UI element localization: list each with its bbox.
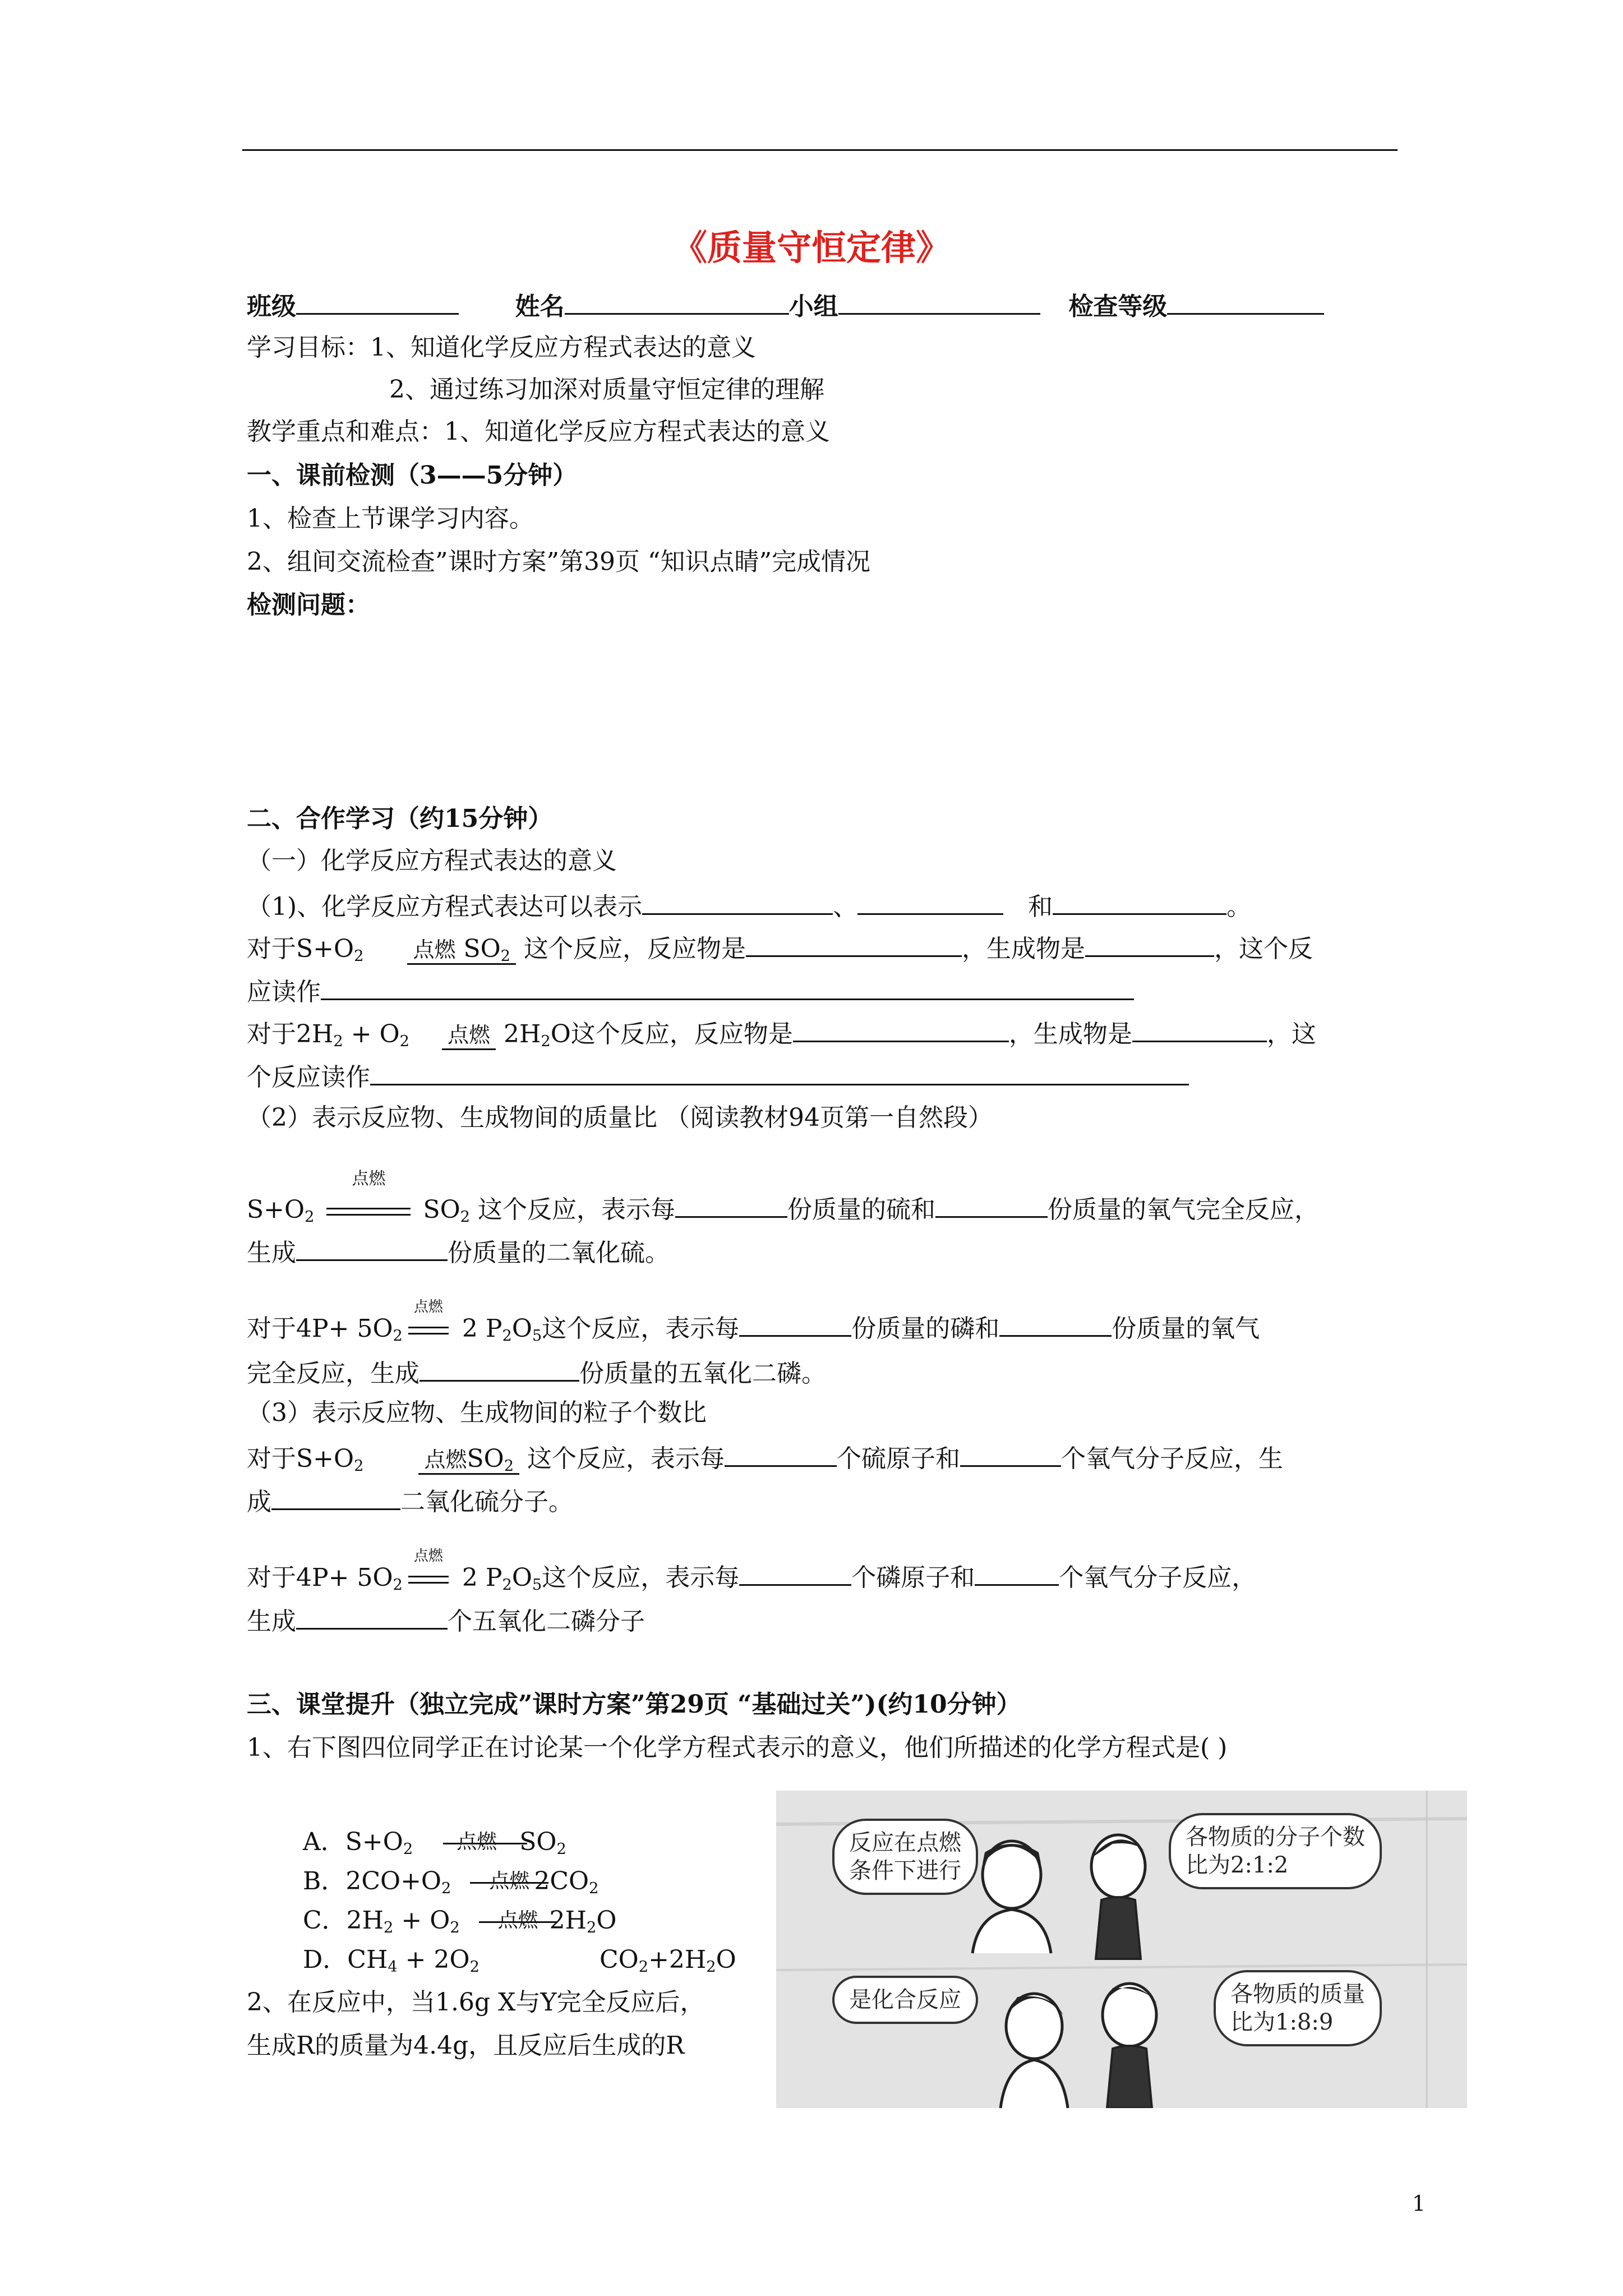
mass2-line2: 完全反应，生成 份质量的五氧化二磷。 — [247, 1359, 826, 1388]
option-b: B．$2CO+O_2$ 点燃 $2CO_2$ — [303, 1867, 599, 1897]
q3-heading: （3）表示反应物、生成物间的粒子个数比 — [247, 1398, 707, 1427]
mass1-line2: 生成 份质量的二氧化硫。 — [247, 1239, 670, 1267]
particle1-line2: 成 二氧化硫分子。 — [247, 1488, 573, 1516]
bubble-4: 各物质的质量 比为1:8:9 — [1214, 1970, 1382, 2046]
objective-1: 学习目标：1、知道化学反应方程式表达的意义 — [247, 333, 756, 362]
name-label: 姓名 — [515, 292, 565, 321]
section1-heading: 一、课前检测（3——5分钟） — [247, 461, 578, 490]
section3-q2-line1: 2、在反应中，当1.6g X与Y完全反应后， — [247, 1988, 705, 2017]
header-rule — [242, 149, 1398, 151]
particle2-line: 对于$4P+ 5O_2$ 点燃 2 $P_2O_5$这个反应，表示每 个磷原子和 个氧气分子反应， — [247, 1548, 1257, 1594]
section1-item2: 2、组间交流检查”课时方案”第39页 “知识点睛”完成情况 — [247, 547, 870, 576]
reaction2-read: 个反应读作 — [247, 1062, 1189, 1090]
page-title: 《质量守恒定律》 — [672, 227, 951, 268]
section1-item1: 1、检查上节课学习内容。 — [247, 504, 534, 533]
section3-q1: 1、右下图四位同学正在讨论某一个化学方程式表示的意义，他们所描述的化学方程式是( ) — [247, 1733, 1228, 1762]
q1-line: （1)、化学反应方程式表达可以表示 、 和 。 — [247, 892, 1252, 921]
q2-heading: （2）表示反应物、生成物间的质量比 （阅读教材94页第一自然段） — [247, 1103, 993, 1132]
section1-problems: 检测问题： — [247, 591, 370, 619]
section3-q2-line2: 生成R的质量为4.4g，且反应后生成的R — [247, 2031, 685, 2060]
header-fields — [247, 292, 1324, 319]
discussion-illustration — [776, 1791, 1467, 2108]
mass2-line: 对于$4P+ 5O_2$ 点燃 2 $P_2O_5$这个反应，表示每 份质量的磷和 份质量的氧气 — [247, 1299, 1260, 1345]
objective-2: 2、通过练习加深对质量守恒定律的理解 — [389, 375, 824, 404]
option-c: C．$2H_2 + O_2$ 点燃 $2H_2O$ — [303, 1906, 617, 1936]
option-d: D．$CH_4 + 2O_2$ $CO_2+2H_2O$ — [303, 1945, 736, 1976]
grade-label: 检查等级 — [1068, 292, 1168, 321]
section3-heading: 三、课堂提升（独立完成”课时方案”第29页 “基础过关”)(约10分钟） — [247, 1690, 1021, 1719]
particle1-line: 对于$S+O_2$ 点燃$SO_2$ 这个反应，表示每 个硫原子和 个氧气分子反应，生 — [247, 1444, 1284, 1475]
bubble-2: 各物质的分子个数 比为2:1:2 — [1169, 1813, 1382, 1889]
teaching-focus: 教学重点和难点：1、知道化学反应方程式表达的意义 — [247, 417, 830, 446]
reaction1-line: 对于$S+O_2$ 点燃 $SO_2$ 这个反应，反应物是 ，生成物是 ，这个反 — [247, 935, 1313, 965]
reaction1-read: 应读作 — [247, 977, 1134, 1005]
bubble-1: 反应在点燃 条件下进行 — [832, 1819, 978, 1895]
class-label: 班级 — [247, 292, 296, 321]
group-label: 小组 — [789, 292, 838, 321]
option-a: A．$S+O_2$ 点燃 $SO_2$ — [303, 1828, 566, 1858]
reaction2-line: 对于$2H_2 + O_2$ 点燃 $2H_2O$这个反应，反应物是 ，生成物是 ，这 — [247, 1020, 1316, 1050]
page-number: 1 — [1412, 2191, 1426, 2216]
section2-sub1: （一）化学反应方程式表达的意义 — [247, 846, 617, 875]
bubble-3: 是化合反应 — [832, 1976, 978, 2024]
particle2-line2: 生成 个五氧化二磷分子 — [247, 1607, 645, 1636]
mass1-line: $S+O_2$ 点燃 $SO_2$ 这个反应，表示每 份质量的硫和 份质量的氧气完全反应， — [247, 1169, 1320, 1226]
section2-heading: 二、合作学习（约15分钟） — [247, 804, 553, 833]
